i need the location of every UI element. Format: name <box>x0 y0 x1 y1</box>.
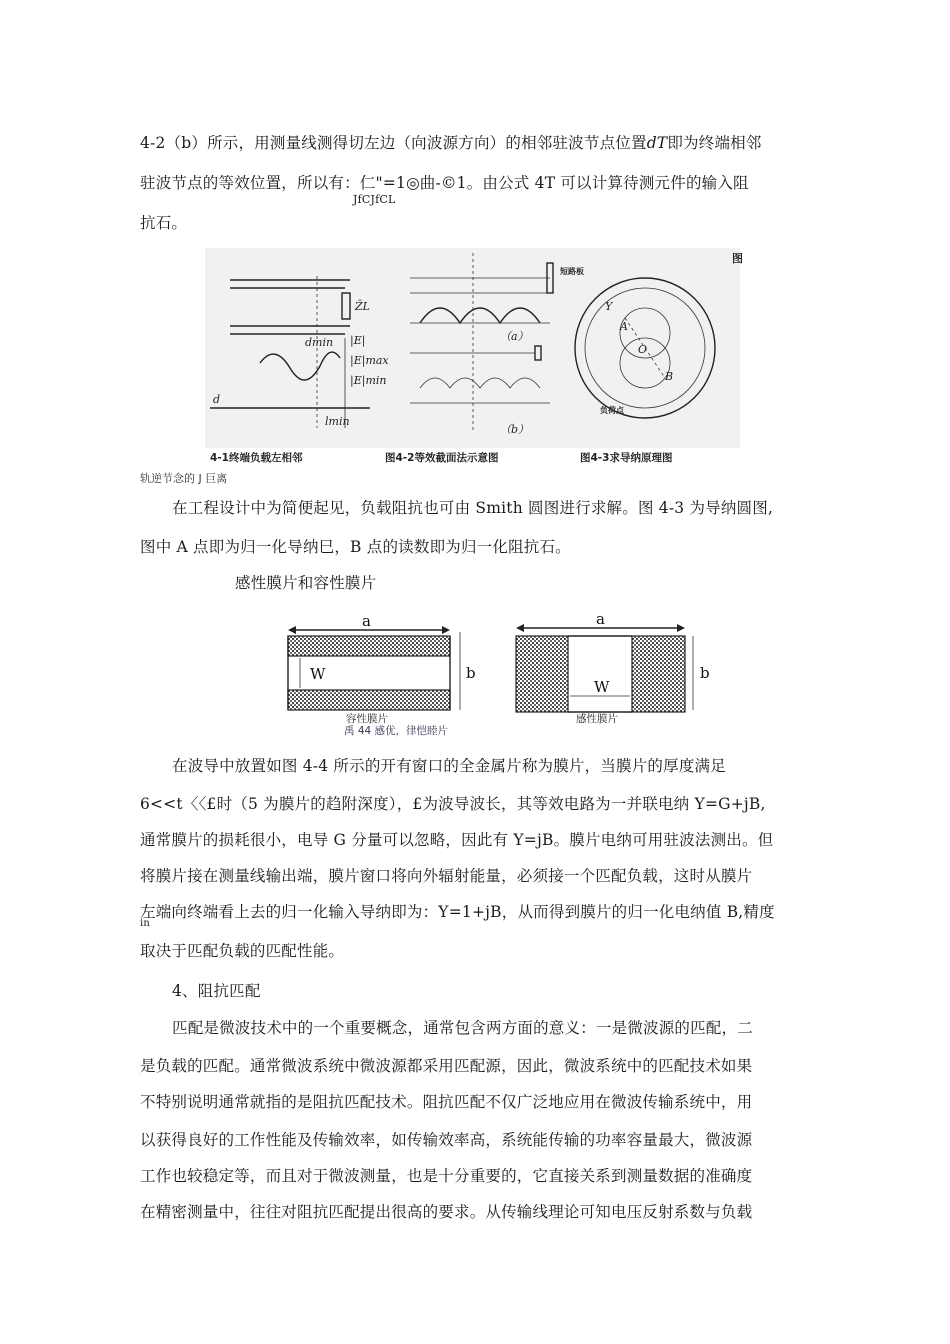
ind-b-label: b <box>700 664 710 682</box>
cap-arrow-a-left <box>288 626 296 634</box>
paragraph1-line1 <box>140 131 762 153</box>
fig3-a-label: A <box>620 320 628 333</box>
section4-line5: 工作也较稳定等，而且对于微波测量，也是十分重要的，它直接关系到测量数据的准确度 <box>140 1167 753 1185</box>
fig1-lmin-label: lmin <box>325 415 350 428</box>
cap-arrow-a-right <box>442 626 450 634</box>
paragraph2-line1: 在工程设计中为简便起见，负载阻抗也可由 Smith 圆图进行求解。图 4-3 为导纳圆图, <box>172 499 774 517</box>
fig1-caption-3: 图4-3求导纳原理图 <box>580 452 673 464</box>
section4-heading: 4、阻抗匹配 <box>172 982 261 1000</box>
ind-caption: 感性膜片 <box>576 713 618 725</box>
ind-right-plate <box>632 636 685 712</box>
fig1-zl-label: Z̄L <box>355 300 370 313</box>
fig1-d-label: d <box>213 393 221 406</box>
figure2-subcaption: 禹 44 感优，律恺睦片 <box>344 725 449 737</box>
cap-bottom-plate <box>288 690 450 710</box>
cap-caption: 容性膜片 <box>346 713 388 725</box>
p1-line1-italic: dT <box>646 134 668 152</box>
paragraph1-line3: 抗石。 <box>140 214 188 232</box>
paragraph3-line3: 通常膜片的损耗很小，电导 G 分量可以忽略，因此有 Y=jB。膜片电纳可用驻波法测出。但 <box>140 831 774 849</box>
cap-a-label: a <box>362 612 371 630</box>
section4-line3: 不特别说明通常就指的是阻抗匹配技术。阻抗匹配不仅广泛地应用在微波传输系统中，用 <box>140 1093 753 1111</box>
fig1-emax-label: |E|max <box>350 354 389 367</box>
paragraph3-line5-subscript: in <box>140 918 151 929</box>
ind-w-label: W <box>594 678 610 696</box>
section4-line1: 匹配是微波技术中的一个重要概念，通常包含两方面的意义：一是微波源的匹配，二 <box>172 1019 753 1037</box>
figure1-scan <box>205 248 745 473</box>
fig1-emin-label: |E|min <box>350 374 387 387</box>
paragraph1-line2: 驻波节点的等效位置，所以有：仁"=1◎曲-©1。由公式 4T 可以计算待测元件的输入阻 <box>140 174 749 192</box>
fig1-caption-2: 图4-2等效截面法示意图 <box>385 452 499 464</box>
section4-line4: 以获得良好的工作性能及传输效率，如传输效率高，系统能传输的功率容量最大，微波源 <box>140 1131 753 1149</box>
ind-a-label: a <box>596 610 605 628</box>
cap-w-label: W <box>310 665 326 683</box>
fig3-source-label: 负荷点 <box>600 406 624 415</box>
paragraph3-line1: 在波导中放置如图 4-4 所示的开有窗口的全金属片称为膜片，当膜片的厚度满足 <box>172 757 726 775</box>
ind-arrow-a-right <box>677 624 685 632</box>
paragraph3-line5: 左端向终端看上去的归一化输入导纳即为：Y=1+jB，从而得到膜片的归一化电纳值 B,精度 <box>140 903 775 921</box>
paragraph1-line2-subscript: JfCJfCL <box>353 193 396 206</box>
p1-line1-tail: 即为终端相邻 <box>667 134 762 152</box>
p1-line1-text: 4-2（b）所示，用测量线测得切左边（向波源方向）的相邻驻波节点位置 <box>140 134 647 152</box>
fig2-short-label: 短路板 <box>560 267 584 276</box>
figure2-diaphragms <box>280 606 730 746</box>
cap-top-plate <box>288 636 450 656</box>
fig2-b-label: （b） <box>500 423 530 436</box>
fig1-corner-mark: 图 <box>732 252 743 265</box>
fig1-caption-1: 4-1终端负载左相邻 <box>210 452 303 464</box>
ind-arrow-a-left <box>516 624 524 632</box>
section-heading: 感性膜片和容性膜片 <box>235 574 377 592</box>
fig1-dmin-label: dmin <box>305 336 334 349</box>
fig2-a-label: （a） <box>500 330 529 343</box>
ind-left-plate <box>516 636 568 712</box>
fig1-e-label: |E| <box>350 334 366 347</box>
paragraph3-line4: 将膜片接在测量线输出端，膜片窗口将向外辐射能量，必须接一个匹配负载，这时从膜片 <box>140 867 753 885</box>
fig3-b-label: B <box>665 370 674 383</box>
section4-line6: 在精密测量中，往往对阻抗匹配提出很高的要求。从传输线理论可知电压反射系数与负载 <box>140 1203 753 1221</box>
section4-line2: 是负载的匹配。通常微波系统中微波源都采用匹配源，因此，微波系统中的匹配技术如果 <box>140 1057 753 1075</box>
cap-b-label: b <box>466 664 476 682</box>
fig3-y-label: Y <box>605 300 613 313</box>
figure1-subcaption: 轨逆节念的 J 巨离 <box>140 472 228 485</box>
paragraph3-line2: 6<<t〈〈£时（5 为膜片的趋附深度），£为波导波长，其等效电路为一并联电纳 Y=G+jB, <box>140 795 766 813</box>
fig3-o-label: O <box>638 343 648 356</box>
paragraph2-line2: 图中 A 点即为归一化导纳巳，B 点的读数即为归一化阻抗石。 <box>140 538 571 556</box>
paragraph3-line6: 取决于匹配负载的匹配性能。 <box>140 942 345 960</box>
